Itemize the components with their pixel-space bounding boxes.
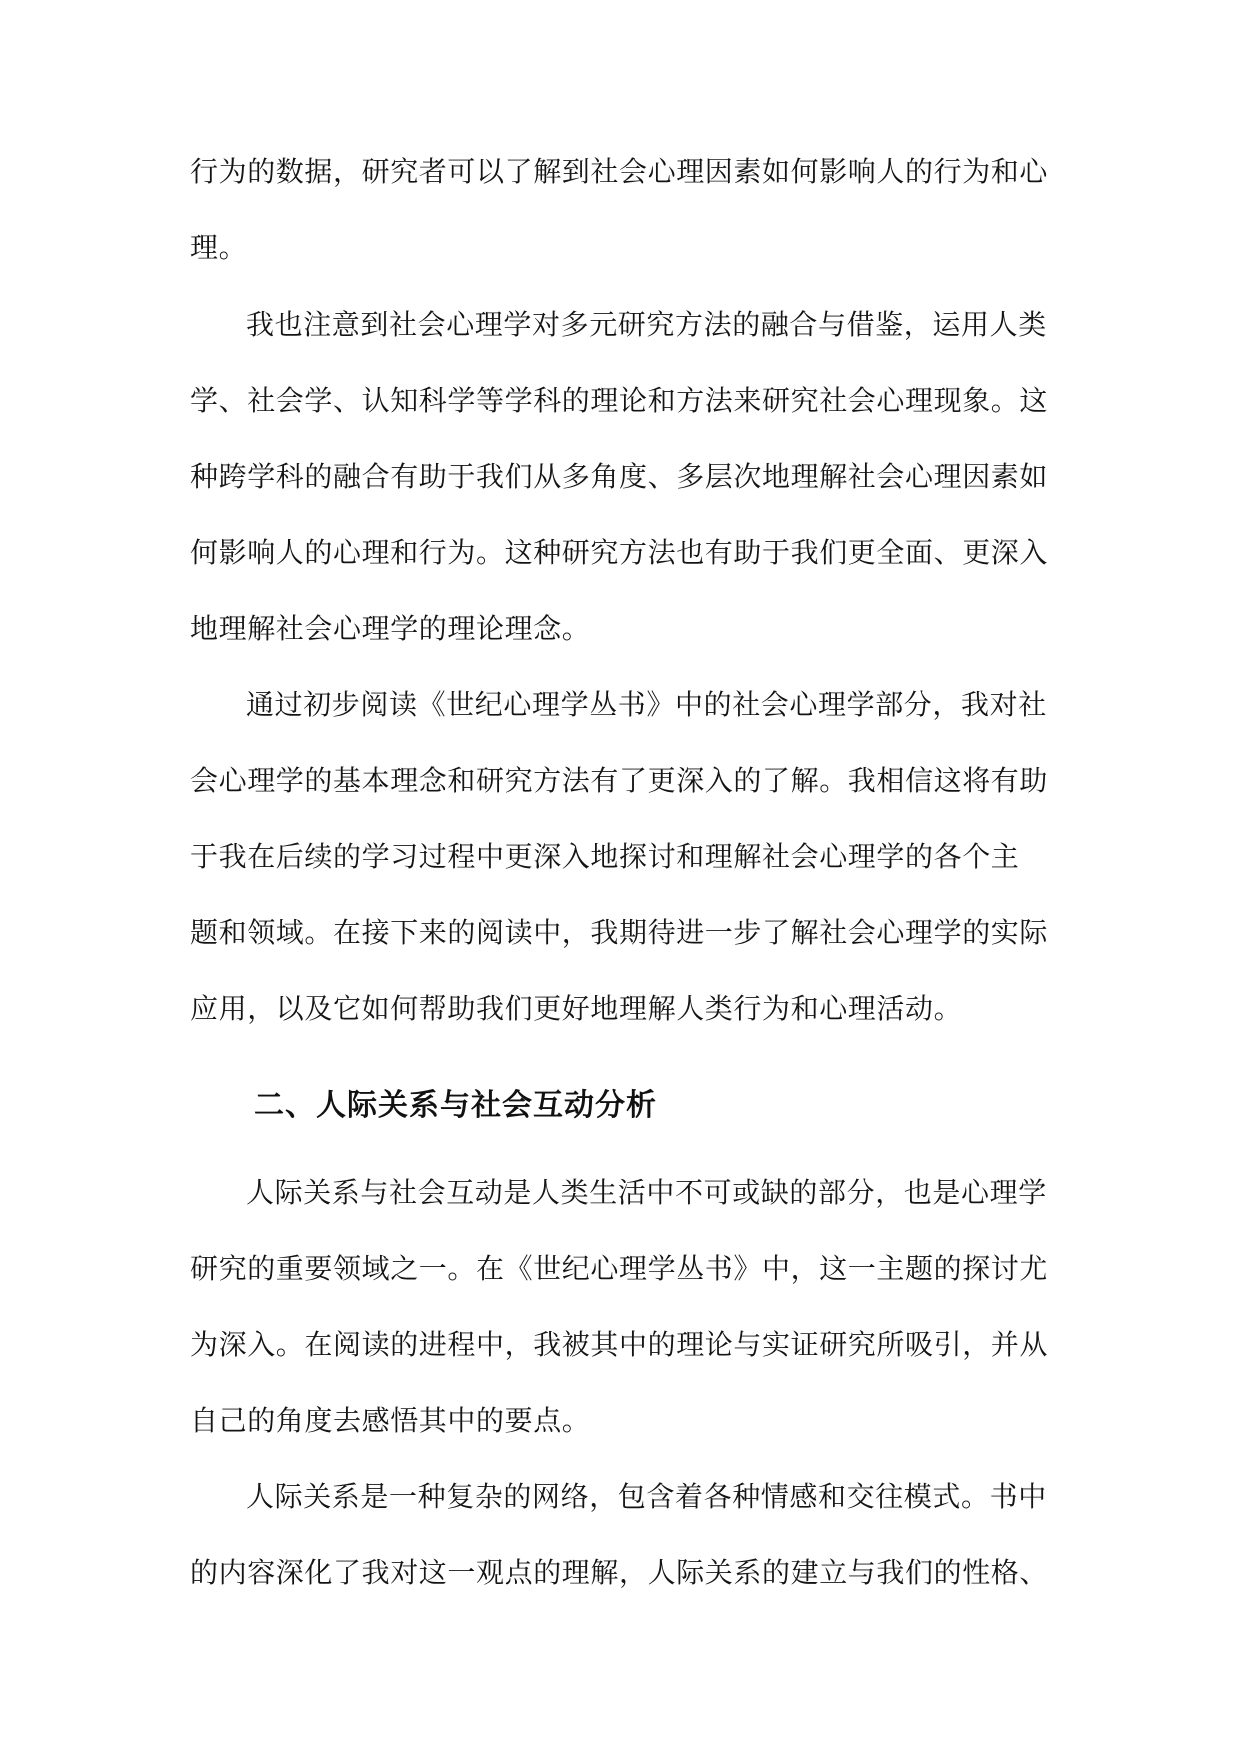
section-heading: 二、人际关系与社会互动分析: [254, 1088, 657, 1123]
paragraph-line: 学、社会学、认知科学等学科的理论和方法来研究社会心理现象。这: [190, 384, 1049, 417]
paragraph-line: 会心理学的基本理念和研究方法有了更深入的了解。我相信这将有助: [190, 764, 1049, 797]
paragraph-line: 何影响人的心理和行为。这种研究方法也有助于我们更全面、更深入: [190, 536, 1049, 569]
paragraph-line: 人际关系与社会互动是人类生活中不可或缺的部分，也是心理学: [246, 1176, 1047, 1209]
paragraph-line: 自己的角度去感悟其中的要点。: [190, 1404, 591, 1437]
paragraph-line: 通过初步阅读《世纪心理学丛书》中的社会心理学部分，我对社: [246, 688, 1047, 721]
paragraph-line: 行为的数据，研究者可以了解到社会心理因素如何影响人的行为和心: [190, 155, 1049, 188]
paragraph-line: 研究的重要领域之一。在《世纪心理学丛书》中，这一主题的探讨尤: [190, 1252, 1049, 1285]
paragraph-line: 应用，以及它如何帮助我们更好地理解人类行为和心理活动。: [190, 992, 963, 1025]
paragraph-line: 我也注意到社会心理学对多元研究方法的融合与借鉴，运用人类: [246, 308, 1047, 341]
paragraph-line: 于我在后续的学习过程中更深入地探讨和理解社会心理学的各个主: [190, 840, 1020, 873]
paragraph-line: 人际关系是一种复杂的网络，包含着各种情感和交往模式。书中: [246, 1480, 1047, 1513]
paragraph-line: 种跨学科的融合有助于我们从多角度、多层次地理解社会心理因素如: [190, 460, 1049, 493]
paragraph-line: 为深入。在阅读的进程中，我被其中的理论与实证研究所吸引，并从: [190, 1328, 1049, 1361]
paragraph-line: 理。: [190, 231, 248, 264]
paragraph-line: 的内容深化了我对这一观点的理解，人际关系的建立与我们的性格、: [190, 1556, 1049, 1589]
paragraph-line: 题和领域。在接下来的阅读中，我期待进一步了解社会心理学的实际: [190, 916, 1049, 949]
paragraph-line: 地理解社会心理学的理论理念。: [190, 612, 591, 645]
